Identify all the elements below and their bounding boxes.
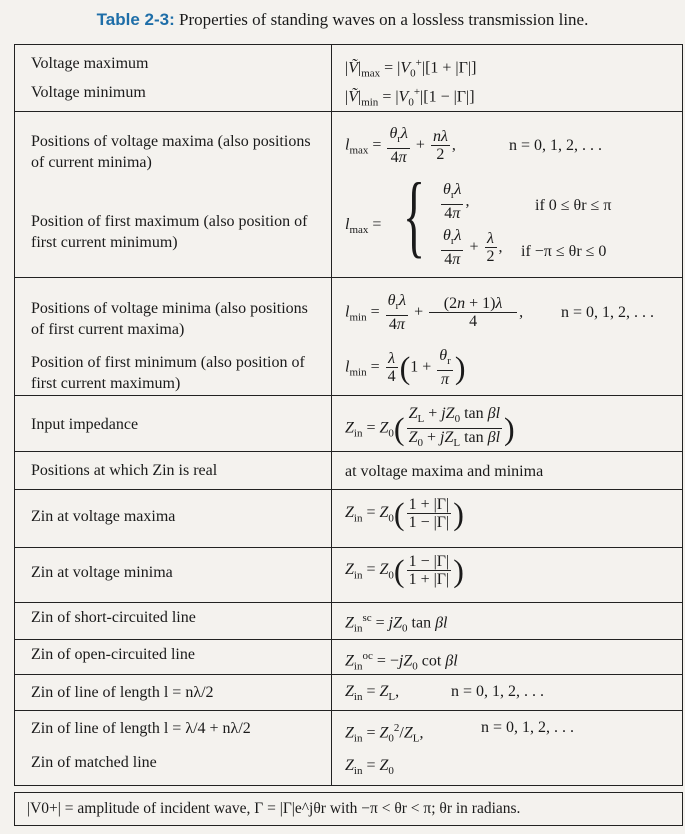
row-zin-vmax-label: Zin at voltage maxima	[31, 508, 176, 525]
n-range-2: n = 0, 1, 2, . . .	[561, 304, 655, 321]
table-caption: Properties of standing waves on a lossless transmission line.	[178, 10, 589, 29]
row-zin-quarterwave-label: Zin of line of length l = λ/4 + nλ/2	[31, 720, 251, 737]
formula-lmax-first: $l_{max}$ =	[345, 216, 382, 237]
row-voltage-minimum-label: Voltage minimum	[31, 84, 146, 101]
table-label: Table 2-3:	[96, 10, 175, 29]
formula-lmin: $l_{min}$ = $\frac{\theta_r\lambda}{4\pi}$ + $\frac{(2n + 1)\lambda}{4}$ ,	[345, 292, 524, 334]
row-pos-first-max-label: Position of first maximum (also position of first current minimum)	[31, 213, 308, 251]
formula-zin-open: $Z_{in}^{oc} = -jZ_0$ cot βl	[345, 650, 458, 673]
formula-lmin-first: $l_{min}$ = $\frac{\lambda}{4}$ (1 + $\frac{\theta_r}{\pi}$ )	[345, 347, 466, 389]
table-footnote: |V0+| = amplitude of incident wave, Γ = |Γ|e^jθr with −π < θr < π; θr in radians.	[14, 792, 683, 826]
formula-zin-quarterwave: $Z_{in} = Z_0^2/Z_L$,	[345, 722, 424, 745]
formula-lmax: $l_{max}$ = $\frac{\theta_r\lambda}{4\pi}$ + $\frac{n\lambda}{2}$ ,	[345, 125, 456, 167]
piecewise-block: { $\frac{\theta_r\lambda}{4\pi}$ , $\frac{\theta_r\lambda}{4\pi}$ + $\frac{\lambda}{2}$ ,	[403, 164, 503, 269]
properties-table	[14, 44, 683, 786]
n-range-3: n = 0, 1, 2, . . .	[451, 683, 545, 700]
formula-zin-vmin: $Z_{in} = Z_0$( $\frac{1 - |\Gamma|}{1 + |\Gamma|}$ )	[345, 552, 464, 589]
row-zin-matched-label: Zin of matched line	[31, 754, 157, 771]
row-pos-vmax-label: Positions of voltage maxima (also positions of current minima)	[31, 133, 311, 171]
row-zin-halfwave-label: Zin of line of length l = nλ/2	[31, 684, 214, 701]
formula-zin-halfwave: $Z_{in} = Z_L$,	[345, 683, 400, 704]
row-voltage-maximum-label: Voltage maximum	[31, 55, 149, 72]
formula-vmax: $|Ṽ|_{max} = |V_0^+|[1 + |\Gamma|]$	[345, 57, 477, 80]
row-input-impedance-label: Input impedance	[31, 416, 139, 433]
formula-vmin: $|Ṽ|_{min} = |V_0^+|[1 - |\Gamma|]$	[345, 86, 475, 109]
zin-real-value: at voltage maxima and minima	[345, 463, 544, 480]
row-zin-vmin-label: Zin at voltage minima	[31, 564, 173, 581]
row-zin-real-label: Positions at which Zin is real	[31, 462, 218, 479]
formula-zin: $Z_{in} = Z_0$( $\frac{Z_L + jZ_0 \tan \beta l}{Z_0 + jZ_L \tan \beta l}$ )	[345, 405, 515, 450]
condition-negative: if −π ≤ θr ≤ 0	[521, 243, 607, 260]
formula-zin-vmax: $Z_{in} = Z_0$( $\frac{1 + |\Gamma|}{1 - |\Gamma|}$ )	[345, 495, 464, 532]
formula-zin-short: $Z_{in}^{sc} = jZ_0$ tan βl	[345, 612, 448, 635]
n-range-4: n = 0, 1, 2, . . .	[481, 719, 575, 736]
formula-zin-matched: $Z_{in} = Z_0$	[345, 757, 394, 778]
row-zin-open-label: Zin of open-circuited line	[31, 646, 195, 663]
row-zin-short-label: Zin of short-circuited line	[31, 609, 196, 626]
n-range-1: n = 0, 1, 2, . . .	[509, 137, 603, 154]
table-title	[0, 10, 685, 30]
row-pos-vmin-label: Positions of voltage minima (also positions of first current maxima)	[31, 300, 308, 338]
row-pos-first-min-label: Position of first minimum (also position of first current maximum)	[31, 354, 305, 392]
condition-positive: if 0 ≤ θr ≤ π	[535, 197, 612, 214]
